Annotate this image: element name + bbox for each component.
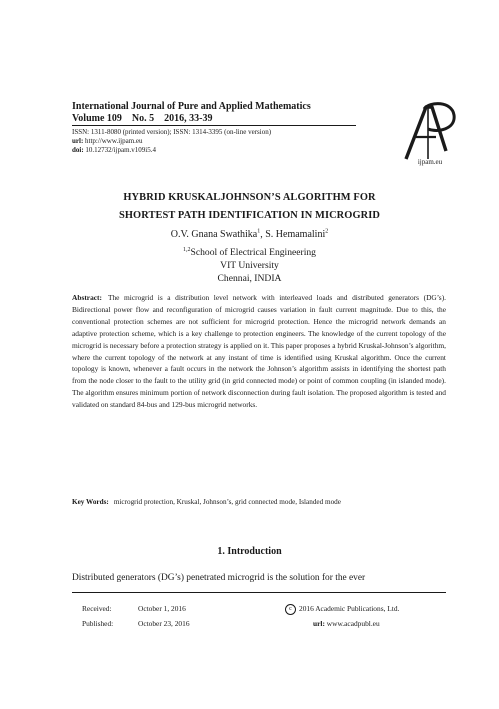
affiliation-line-3: Chennai, INDIA [217, 273, 282, 284]
journal-volume: Volume 109 No. 5 2016, 33-39 [72, 113, 213, 124]
footer-rule [72, 592, 446, 593]
section-heading: 1. Introduction [217, 546, 282, 557]
intro-text: Distributed generators (DG’s) penetrated microgrid is the solution for the ever [72, 573, 366, 583]
published-date: October 23, 2016 [138, 619, 190, 628]
affiliation [40, 246, 459, 285]
paper-title [40, 189, 459, 225]
received-date: October 1, 2016 [138, 604, 186, 613]
publisher-url[interactable]: www.acadpubl.eu [326, 619, 380, 628]
url-label: url: [72, 137, 84, 145]
url-line [72, 137, 372, 146]
footer-publisher [285, 601, 399, 631]
keywords-label: Key Words: [72, 498, 109, 506]
affiliation-line-2: VIT University [220, 260, 279, 271]
journal-header [72, 101, 362, 125]
copyright-icon: c [285, 604, 296, 615]
journal-meta [72, 128, 372, 155]
author-2-sup: 2 [325, 228, 329, 235]
received-label: Received: [82, 604, 112, 613]
author-1-sup: 1 [257, 228, 261, 235]
doi-line [72, 146, 372, 155]
author-2: S. Hemamalini [265, 229, 326, 240]
logo-caption: ijpam.eu [417, 158, 443, 166]
doi-label: doi: [72, 146, 84, 154]
title-line-1: HYBRID KRUSKALJOHNSON’S ALGORITHM FOR [123, 192, 376, 203]
journal-url[interactable]: http://www.ijpam.eu [85, 137, 143, 145]
author-1: O.V. Gnana Swathika [170, 229, 258, 240]
affiliation-sup: 1,2 [183, 246, 191, 253]
ijpam-logo-icon [402, 101, 462, 163]
keywords-text: microgrid protection, Kruskal, Johnson’s, grid connected mode, Islanded mode [113, 498, 341, 506]
keywords [72, 498, 462, 506]
title-line-2: SHORTEST PATH IDENTIFICATION IN MICROGRID [118, 210, 381, 221]
issn-line: ISSN: 1311-8080 (printed version); ISSN: 1314-3395 (on-line version) [72, 128, 272, 136]
authors [40, 229, 459, 240]
journal-name: International Journal of Pure and Applied Mathematics [72, 101, 311, 112]
copyright-text: 2016 Academic Publications, Ltd. [299, 604, 400, 613]
affiliation-line-1: School of Electrical Engineering [190, 247, 316, 258]
abstract-text: The microgrid is a distribution level network with interleaved loads and distributed generators (DG’s). Bidirectional power flow and reconfiguration of microgrid causes variation in fault current magnitude. Due to this, the conventional protection schemes are not sufficient for microgrid protection. Hence the microgrid network demands an adaptive protection scheme, which is a key challenge to protection engineers. The knowledge of the current topology of the microgrid is necessary before a protection strategy is applied on it. This paper proposes a hybrid Kruskal-Johnson’s algorithm, where the current topology of the network at any instant of time is identified using Kruskal algorithm. Once the current topology is known, whenever a fault occurs in the network the Johnson’s algorithm assists in identifying the shortest path from the node closer to the fault to the utility grid (in grid connected mode) or point of common coupling (in islanded mode). The algorithm ensures minimum portion of network disconnection during fault isolation. The proposed algorithm is tested and validated on standard 84-bus and 129-bus microgrid networks. [72, 293, 446, 410]
published-label: Published: [82, 619, 114, 628]
abstract [72, 292, 446, 411]
author-separator: , [260, 229, 266, 240]
journal-doi[interactable]: 10.12732/ijpam.v109i5.4 [85, 146, 157, 154]
header-rule [72, 125, 356, 126]
footer-dates [82, 601, 190, 631]
abstract-label: Abstract: [72, 293, 102, 302]
publisher-url-label: url: [313, 619, 325, 628]
